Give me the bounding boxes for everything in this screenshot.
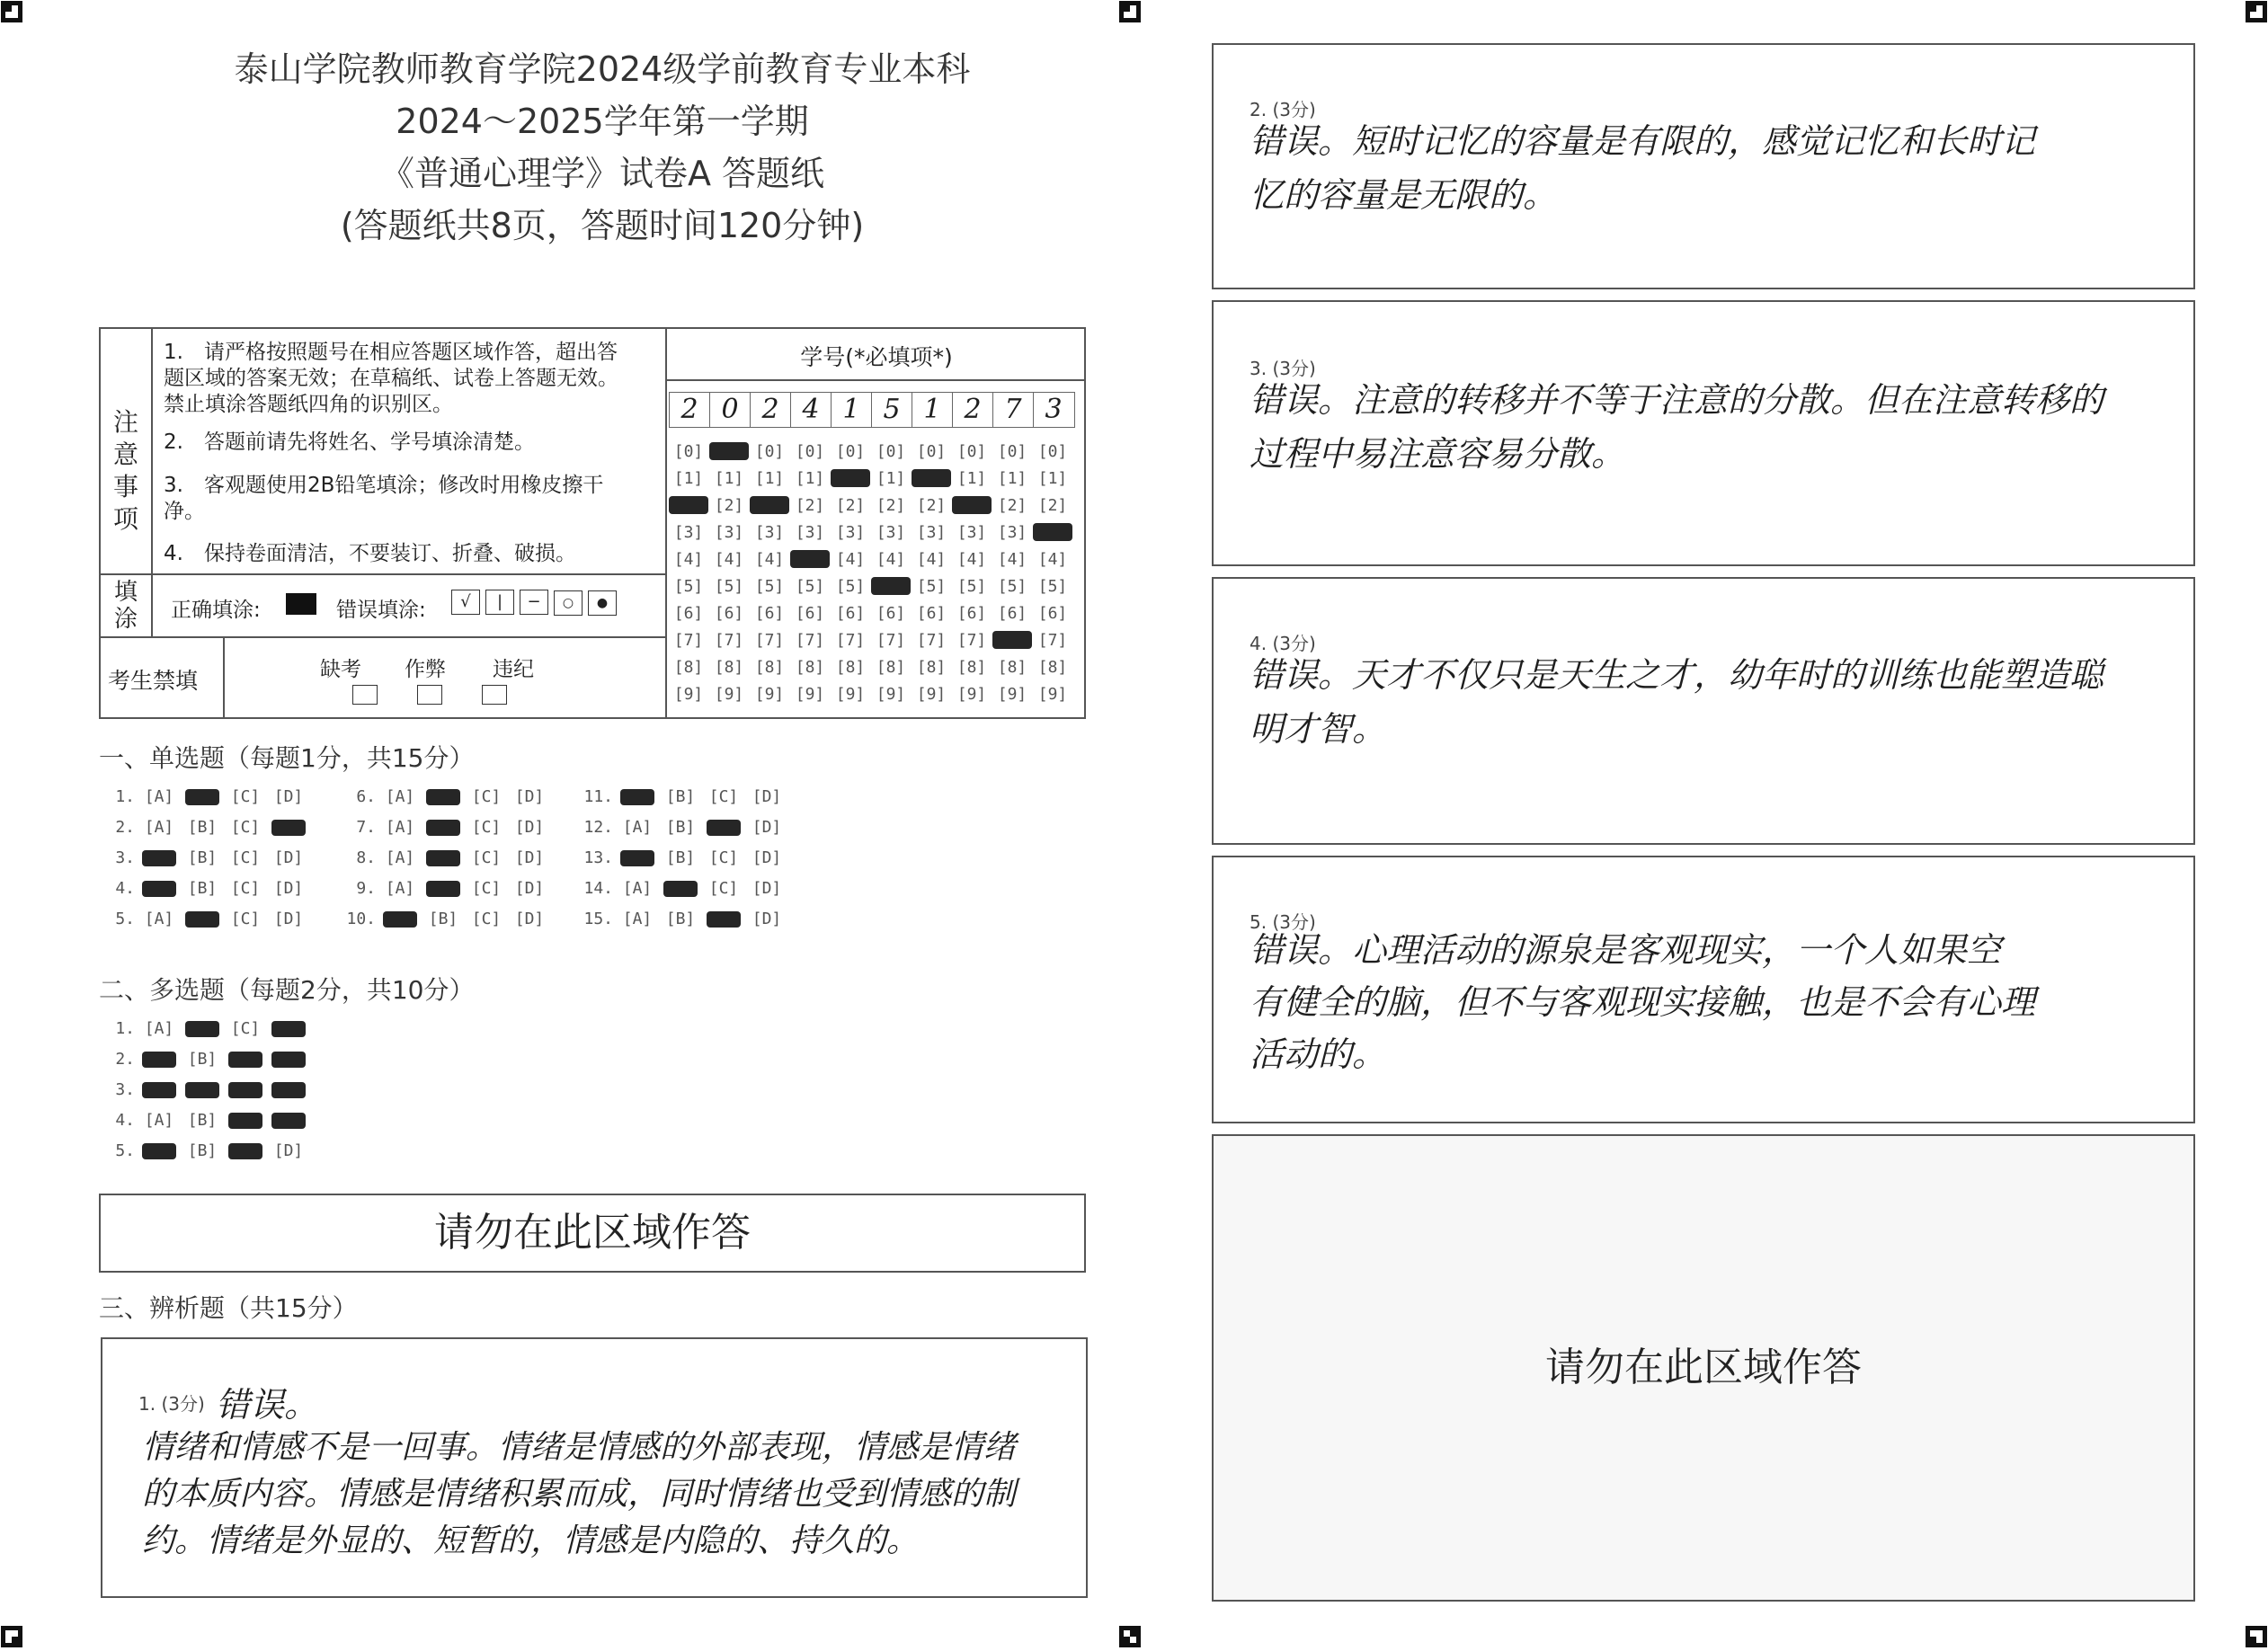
option-bubble-filled [185,1021,219,1037]
absent-checkbox [352,685,378,705]
student-id-bubble: [9] [956,685,987,704]
single-choice-row [340,787,556,806]
student-id-bubble: [2] [795,496,825,515]
student-id-bubble: [6] [673,604,704,623]
option-bubble-filled [142,850,176,866]
forbidden-label: 考生禁填 [108,668,199,694]
student-id-bubble-filled [952,496,992,514]
student-id-bubble: [6] [835,604,866,623]
question-number: 10. [346,910,376,928]
option-bubble: [D] [514,848,545,867]
option-bubble: [A] [622,818,653,837]
option-bubble-filled [185,789,219,805]
student-id-bubble: [2] [835,496,866,515]
notice-panel [99,327,1086,719]
student-id-bubble: [1] [673,469,704,488]
option-bubble: [B] [187,848,218,867]
student-id-bubble: [9] [1037,685,1068,704]
answer-line: 错误。短时记忆的容量是有限的，感觉记忆和长时记 [1250,121,2036,161]
student-id-digit: 7 [993,393,1034,427]
option-bubble-filled [271,1082,306,1098]
answer-line: 过程中易注意容易分散。 [1250,434,1626,474]
student-id-bubble: [5] [997,577,1027,596]
cheating-label: 作弊 [405,658,446,681]
student-id-bubble-filled [1033,523,1072,541]
option-bubble: [A] [144,1111,174,1130]
no-answer-zone-left [99,1194,1086,1273]
single-choice-row [99,879,315,898]
answer-line: 约。情绪是外显的、短暂的，情感是内隐的、持久的。 [142,1522,920,1559]
option-bubble: [C] [471,848,502,867]
option-bubble-filled [620,850,654,866]
student-id-bubble: [5] [956,577,987,596]
student-id-bubble-filled [992,631,1032,649]
student-id-bubble: [8] [673,658,704,677]
option-bubble: [A] [144,818,174,837]
option-bubble-filled [142,881,176,897]
section1-title: 一、单选题（每题1分，共15分） [99,743,475,773]
absent-label: 缺考 [320,658,361,681]
answer-line: 错误。注意的转移并不等于注意的分散。但在注意转移的 [1250,380,2104,420]
student-id-bubble: [2] [997,496,1027,515]
option-bubble: [A] [385,848,415,867]
option-bubble-filled [426,789,460,805]
option-bubble: [C] [230,848,261,867]
student-id-bubble: [6] [916,604,947,623]
student-id-bubble: [6] [956,604,987,623]
student-id-bubble: [7] [1037,631,1068,650]
option-bubble: [C] [471,818,502,837]
option-bubble: [D] [514,818,545,837]
multi-choice-row [99,1141,315,1160]
student-id-bubble: [5] [916,577,947,596]
option-bubble-filled [228,1082,262,1098]
student-id-bubble: [0] [876,442,906,461]
student-id-bubble: [9] [673,685,704,704]
option-bubble: [D] [273,910,304,928]
student-id-bubble: [7] [754,631,785,650]
student-id-bubble: [5] [714,577,744,596]
option-bubble: [A] [385,787,415,806]
student-id-bubble: [4] [916,550,947,569]
answer-line: 活动的。 [1250,1034,1387,1074]
option-bubble-filled [185,911,219,928]
answer-line: 忆的容量是无限的。 [1250,175,1558,215]
option-bubble: [A] [385,879,415,898]
student-id-bubble: [3] [997,523,1027,542]
answer-line: 有健全的脑，但不与客观现实接触，也是不会有心理 [1250,982,2036,1022]
exam-title-line1: 泰山学院教师教育学院2024级学前教育专业本科 [234,49,971,89]
student-id-bubble: [0] [835,442,866,461]
student-id-bubble: [3] [795,523,825,542]
option-bubble: [C] [708,787,739,806]
student-id-digits [669,392,1075,428]
student-id-bubble: [3] [876,523,906,542]
single-choice-row [340,818,556,837]
option-bubble: [A] [622,910,653,928]
question-number: 7. [356,818,376,837]
student-id-bubble: [6] [1037,604,1068,623]
answer-line: 明才智。 [1250,709,1387,749]
answer-box-q5 [1212,856,2195,1123]
student-id-bubble: [8] [835,658,866,677]
question-label: 2. (3分) [1250,99,1316,120]
student-id-bubble: [0] [795,442,825,461]
student-id-digit: 1 [912,393,953,427]
corner-mark-top-left-icon [0,0,23,23]
student-id-bubble: [0] [1037,442,1068,461]
question-number: 1. [115,1019,135,1038]
violation-checkbox [482,685,507,705]
exam-title-line2: 2024～2025学年第一学期 [396,102,809,141]
question-label: 5. (3分) [1250,911,1316,933]
student-id-bubble: [7] [916,631,947,650]
single-choice-row [577,848,793,867]
option-bubble-filled [228,1052,262,1068]
option-bubble-filled [271,1113,306,1129]
student-id-bubble: [1] [754,469,785,488]
student-id-bubble: [7] [876,631,906,650]
student-id-bubble: [3] [754,523,785,542]
fill-label: 填涂 [113,579,138,633]
option-bubble: [D] [514,910,545,928]
student-id-bubble: [5] [754,577,785,596]
student-id-bubble-filled [709,442,749,460]
student-id-digit: 2 [953,393,993,427]
option-bubble: [D] [273,1141,304,1160]
student-id-bubble: [1] [795,469,825,488]
student-id-bubble-filled [871,577,911,595]
option-bubble: [C] [471,787,502,806]
option-bubble: [B] [187,818,218,837]
student-id-bubble: [6] [795,604,825,623]
single-choice-row [99,787,315,806]
option-bubble: [D] [752,787,782,806]
student-id-digit: 3 [1045,394,1063,425]
option-bubble: [D] [273,848,304,867]
student-id-bubble: [5] [673,577,704,596]
option-bubble: [D] [752,848,782,867]
student-id-bubble: [9] [835,685,866,704]
student-id-bubble: [5] [795,577,825,596]
notice-label: 注意事项 [112,407,138,534]
student-id-digit: 4 [791,393,832,427]
student-id-bubble: [8] [876,658,906,677]
question-number: 3. [115,1080,135,1099]
answer-first-line: 错误。 [216,1385,319,1425]
option-bubble: [B] [665,910,696,928]
student-id-bubble: [0] [997,442,1027,461]
answer-box-q4 [1212,577,2195,845]
question-number: 9. [356,879,376,898]
answer-line: 情绪和情感不是一回事。情绪是情感的外部表现，情感是情绪 [142,1429,1017,1466]
option-bubble: [D] [514,879,545,898]
answer-box-q1 [101,1337,1088,1598]
option-bubble: [C] [230,879,261,898]
wrong-fill-example: √ [451,590,480,615]
option-bubble: [A] [144,1019,174,1038]
student-id-bubble: [0] [916,442,947,461]
question-label: 3. (3分) [1250,358,1316,379]
student-id-bubble-filled [912,469,951,487]
option-bubble-filled [271,820,306,836]
student-id-label: 学号(*必填项*) [800,344,953,370]
single-choice-row [577,787,793,806]
answer-box-q3 [1212,300,2195,566]
student-id-bubble: [1] [876,469,906,488]
no-answer-zone-right [1212,1134,2195,1602]
question-number: 1. [115,787,135,806]
student-id-bubble-filled [831,469,870,487]
question-number: 5. [115,910,135,928]
student-id-bubble: [6] [876,604,906,623]
exam-title-line3: 《普通心理学》试卷A 答题纸 [379,154,825,193]
question-number: 11. [583,787,613,806]
option-bubble: [A] [144,787,174,806]
option-bubble-filled [426,820,460,836]
question-number: 8. [356,848,376,867]
student-id-bubble: [4] [1037,550,1068,569]
no-answer-text: 请勿在此区域作答 [434,1210,751,1256]
student-id-bubble: [4] [714,550,744,569]
student-id-bubble: [0] [754,442,785,461]
multi-choice-row [99,1050,315,1069]
student-id-bubble: [9] [997,685,1027,704]
wrong-fill-example: ○ [554,590,583,616]
single-choice-row [340,879,556,898]
corner-mark-top-right-icon [2245,0,2268,23]
student-id-bubble: [9] [876,685,906,704]
correct-fill-sample [286,593,316,615]
student-id-digit: 2 [751,393,791,427]
student-id-bubble: [9] [754,685,785,704]
option-bubble-filled [707,911,741,928]
wrong-fill-example: | [485,590,514,615]
option-bubble: [C] [230,818,261,837]
student-id-bubble: [8] [1037,658,1068,677]
wrong-fill-label: 错误填涂: [336,599,426,622]
option-bubble-filled [426,881,460,897]
student-id-bubble: [4] [956,550,987,569]
question-number: 3. [115,848,135,867]
option-bubble: [D] [273,879,304,898]
student-id-bubble: [1] [714,469,744,488]
answer-line: 的本质内容。情感是情绪积累而成，同时情绪也受到情感的制 [142,1476,1017,1513]
option-bubble: [D] [273,787,304,806]
option-bubble: [C] [230,787,261,806]
student-id-bubble: [3] [916,523,947,542]
option-bubble: [D] [752,879,782,898]
notice-item-4: 4. 保持卷面清洁，不要装订、折叠、破损。 [164,542,576,565]
option-bubble: [B] [665,848,696,867]
option-bubble-filled [271,1052,306,1068]
option-bubble: [B] [665,818,696,837]
option-bubble-filled [228,1113,262,1129]
option-bubble: [A] [385,818,415,837]
single-choice-row [577,910,793,928]
answer-box-q2 [1212,43,2195,289]
student-id-bubble: [8] [956,658,987,677]
student-id-bubble: [1] [956,469,987,488]
student-id-bubble: [9] [714,685,744,704]
student-id-bubble: [3] [835,523,866,542]
single-choice-row [577,879,793,898]
student-id-bubble: [7] [956,631,987,650]
single-choice-row [99,818,315,837]
option-bubble: [A] [622,879,653,898]
student-id-bubble: [4] [876,550,906,569]
question-label: 4. (3分) [1250,633,1316,654]
option-bubble: [D] [752,818,782,837]
student-id-bubble: [0] [673,442,704,461]
student-id-bubble: [7] [673,631,704,650]
student-id-bubble-filled [669,496,708,514]
student-id-bubble: [8] [997,658,1027,677]
option-bubble-filled [620,789,654,805]
option-bubble-filled [142,1082,176,1098]
question-number: 12. [583,818,613,837]
student-id-bubble: [0] [956,442,987,461]
option-bubble: [C] [230,910,261,928]
notice-item-3: 3. 客观题使用2B铅笔填涂；修改时用橡皮擦干净。 [164,474,604,523]
option-bubble: [D] [752,910,782,928]
student-id-bubble: [7] [714,631,744,650]
no-answer-text: 请勿在此区域作答 [1545,1345,1862,1390]
section2-title: 二、多选题（每题2分，共10分） [99,975,475,1005]
student-id-bubble: [2] [1037,496,1068,515]
student-id-digit: 2 [670,393,710,427]
question-number: 6. [356,787,376,806]
option-bubble: [A] [144,910,174,928]
student-id-bubble: [3] [714,523,744,542]
option-bubble-filled [185,1082,219,1098]
student-id-digit: 5 [872,393,912,427]
cheating-checkbox [417,685,442,705]
corner-mark-bottom-left-icon [0,1625,23,1648]
question-number: 2. [115,1050,135,1069]
answer-line: 错误。天才不仅只是天生之才，幼年时的训练也能塑造聪 [1250,655,2104,695]
option-bubble: [B] [187,879,218,898]
question-number: 2. [115,818,135,837]
single-choice-row [340,848,556,867]
question-number: 15. [583,910,613,928]
option-bubble-filled [707,820,741,836]
option-bubble-filled [663,881,698,897]
option-bubble: [C] [708,879,739,898]
student-id-bubble-filled [790,550,830,568]
student-id-bubble: [2] [916,496,947,515]
student-id-bubble: [4] [754,550,785,569]
student-id-bubble: [2] [714,496,744,515]
option-bubble-filled [142,1052,176,1068]
student-id-bubble: [7] [835,631,866,650]
option-bubble: [C] [708,848,739,867]
corner-mark-bottom-right-icon [2245,1625,2268,1648]
student-id-bubble: [4] [673,550,704,569]
student-id-bubble: [7] [795,631,825,650]
option-bubble-filled [426,850,460,866]
student-id-bubble: [9] [916,685,947,704]
exam-title-line4: (答题纸共8页，答题时间120分钟) [340,206,865,245]
student-id-bubble: [8] [916,658,947,677]
question-number: 5. [115,1141,135,1160]
notice-item-2: 2. 答题前请先将姓名、学号填涂清楚。 [164,431,535,454]
option-bubble: [B] [187,1141,218,1160]
student-id-bubble: [8] [795,658,825,677]
single-choice-row [340,910,556,928]
option-bubble: [D] [514,787,545,806]
student-id-digit: 1 [832,393,872,427]
option-bubble-filled [271,1021,306,1037]
option-bubble: [C] [471,879,502,898]
single-choice-row [99,848,315,867]
student-id-bubble: [6] [714,604,744,623]
question-number: 4. [115,879,135,898]
student-id-bubble: [3] [956,523,987,542]
option-bubble: [B] [187,1111,218,1130]
student-id-bubble: [1] [997,469,1027,488]
option-bubble-filled [228,1143,262,1159]
multi-choice-row [99,1080,315,1099]
option-bubble-filled [142,1143,176,1159]
section3-title: 三、辨析题（共15分） [99,1293,358,1323]
wrong-fill-example: − [520,590,548,615]
multi-choice-row [99,1111,315,1130]
student-id-bubble: [4] [835,550,866,569]
option-bubble: [C] [230,1019,261,1038]
single-choice-row [99,910,315,928]
student-id-bubble: [5] [1037,577,1068,596]
student-id-bubble-filled [750,496,789,514]
option-bubble: [B] [187,1050,218,1069]
student-id-bubble: [1] [1037,469,1068,488]
answer-line: 错误。心理活动的源泉是客观现实，一个人如果空 [1250,930,2002,970]
student-id-bubble: [6] [997,604,1027,623]
option-bubble-filled [383,911,417,928]
corner-mark-top-middle-icon [1118,0,1142,23]
student-id-bubble: [4] [997,550,1027,569]
student-id-digit: 0 [710,393,751,427]
option-bubble: [B] [665,787,696,806]
student-id-bubble: [3] [673,523,704,542]
notice-item-1: 1. 请严格按照题号在相应答题区域作答，超出答题区域的答案无效；在草稿纸、试卷上答题无效。禁止填涂答题纸四角的识别区。 [164,341,618,416]
violation-label: 违纪 [493,658,534,681]
student-id-bubble: [2] [876,496,906,515]
student-id-bubble-grid [669,437,1073,706]
student-id-bubble: [5] [835,577,866,596]
option-bubble: [B] [428,910,458,928]
option-bubble: [C] [471,910,502,928]
student-id-bubble: [8] [714,658,744,677]
multi-choice-row [99,1019,315,1038]
single-choice-row [577,818,793,837]
correct-fill-label: 正确填涂: [171,599,261,622]
question-number: 13. [583,848,613,867]
student-id-bubble: [6] [754,604,785,623]
question-number: 14. [583,879,613,898]
student-id-bubble: [8] [754,658,785,677]
corner-mark-bottom-middle-icon [1118,1625,1142,1648]
question-label: 1. (3分) [138,1393,205,1415]
wrong-fill-example: ● [588,590,617,616]
question-number: 4. [115,1111,135,1130]
student-id-bubble: [9] [795,685,825,704]
